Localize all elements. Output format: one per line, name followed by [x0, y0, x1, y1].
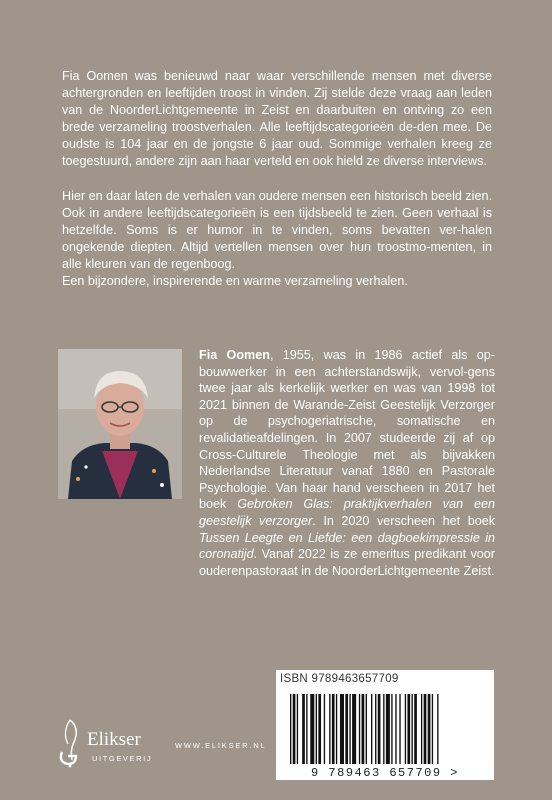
blurb-paragraph-2: Hier en daar laten de verhalen van oudere mensen een historisch beeld zien. Ook in andere leeftijdscategorieën is een tijdsbeeld te zien. Geen verhaal is hetzelfde. Soms is er humor in te vinden, soms bevatten ver-halen ongekende diepten. Altijd vertellen mensen over hun troostmo-menten, in alle kleuren van de regenboog.	[62, 188, 492, 271]
barcode-bar	[293, 694, 296, 764]
barcode-bar	[366, 694, 367, 764]
barcode-bar	[371, 694, 372, 764]
barcode-bar	[352, 694, 356, 764]
barcode-bar	[383, 694, 384, 764]
barcode-bar	[345, 694, 348, 764]
isbn-label: ISBN 9789463657709	[276, 670, 494, 688]
barcode	[276, 688, 494, 770]
book-title-1: Gebroken Glas: praktijkverhalen van een geestelijk verzorger	[199, 497, 495, 528]
author-photo	[58, 349, 182, 499]
blurb	[62, 68, 492, 290]
publisher-website[interactable]: WWW.ELIKSER.NL	[175, 741, 267, 750]
barcode-bar	[407, 694, 410, 764]
barcode-bar	[329, 694, 330, 764]
barcode-bar	[290, 694, 291, 764]
barcode-digits: 9 789463 657709 >	[276, 766, 494, 780]
barcode-bar	[399, 694, 400, 764]
blurb-paragraph-1: Fia Oomen was benieuwd naar waar verschillende mensen met diverse achtergronden en leeftijden troost in vinden. Zij stelde deze vraag aan leden van de NoorderLichtgemeente in Zeist en daarbuiten en ontving zo een brede verzameling troostverhalen. Alle leeftijdscategorieën de-den mee. De oudste is 104 jaar en de jongste 6 jaar oud. Sommige verhalen kreeg ze toegestuurd, andere zijn aan haar verteld en ook hield ze diverse interviews.	[62, 69, 492, 169]
barcode-bar	[306, 694, 307, 764]
barcode-bar	[424, 694, 427, 764]
barcode-bar	[316, 694, 317, 764]
barcode-bar	[412, 694, 413, 764]
barcode-bar	[349, 694, 350, 764]
book-title-2: Tussen Leegte en Liefde: een dagboekimpressie in coronatijd	[199, 530, 495, 562]
barcode-bar	[432, 694, 433, 764]
barcode-bar	[336, 694, 337, 764]
blurb-paragraph-3: Een bijzondere, inspirerende en warme verzameling verhalen.	[62, 274, 408, 289]
barcode-bar	[362, 694, 365, 764]
author-name: Fia Oomen	[199, 348, 270, 362]
barcode-bar	[386, 694, 390, 764]
barcode-bar	[421, 694, 422, 764]
barcode-bar	[375, 694, 376, 764]
publisher-subtitle: UITGEVERIJ	[92, 754, 153, 763]
barcode-bar	[414, 694, 417, 764]
author-bio: Fia Oomen, 1955, was in 1986 actief als op-bouwwerker in een achterstandswijk, vervol-gens twee jaar als kerkelijk werker en was van 1998 tot 2021 binnen de Warande-Zeist Geestelijk Verzorger op de psychogeriatrische, somatische en revalidatieafdelingen. In 2007 studeerde zij af op Cross-Culturele Theologie met als bijvakken Nederlandse Literatuur vanaf 1880 en Pastorale Psychologie. Van haar hand verscheen in 2017 het boek Gebroken Glas: praktijkverhalen van een geestelijk verzorger. In 2020 verscheen het boek Tussen Leegte en Liefde: een dagboekimpressie in coronatijd. Vanaf 2022 is ze emeritus predikant voor ouderenpastoraat in de NoorderLichtgemeente Zeist.	[199, 348, 496, 578]
barcode-bar	[428, 694, 431, 764]
barcode-bar	[302, 694, 305, 764]
barcode-bar	[332, 694, 335, 764]
barcode-bar	[340, 694, 344, 764]
barcode-bar	[405, 694, 406, 764]
quill-icon	[54, 718, 86, 768]
barcode-bar	[437, 694, 438, 764]
barcode-bar	[395, 694, 396, 764]
barcode-bar	[318, 694, 321, 764]
barcode-bar	[297, 694, 298, 764]
barcode-bar	[324, 694, 325, 764]
barcode-bar	[378, 694, 381, 764]
barcode-bar	[310, 694, 314, 764]
barcode-bar	[359, 694, 360, 764]
publisher-name: Elikser	[87, 729, 141, 750]
barcode-bar	[391, 694, 392, 764]
